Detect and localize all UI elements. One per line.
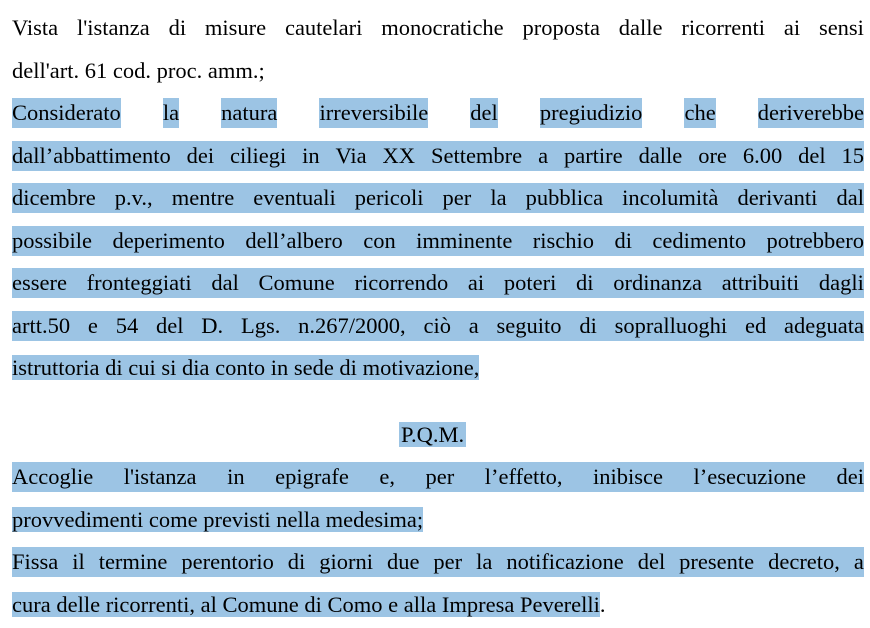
considerato-line-3-word: la bbox=[490, 185, 507, 210]
considerato-line-3-word: derivanti bbox=[737, 185, 818, 210]
considerato-line-6-word: ed bbox=[744, 313, 767, 338]
considerato-line-2-word: del bbox=[798, 143, 826, 168]
considerato-line-2[interactable] bbox=[12, 141, 864, 171]
intro-line-1-word: proposta bbox=[522, 15, 600, 40]
considerato-line-1-word: che bbox=[684, 98, 715, 128]
considerato-line-6-word: a bbox=[468, 313, 479, 338]
intro-line-1-word: monocratiche bbox=[381, 15, 504, 40]
considerato-line-3-word: p.v., bbox=[114, 185, 153, 210]
considerato-line-5-word: dagli bbox=[818, 270, 864, 295]
considerato-line-4[interactable] bbox=[12, 226, 864, 256]
considerato-line-2-word: 15 bbox=[841, 143, 864, 168]
considerato-line-3-word: mentre bbox=[171, 185, 235, 210]
fissa-line-1-word: decreto, bbox=[768, 549, 840, 574]
considerato-line-6-word: di bbox=[579, 313, 597, 338]
fissa-line-1-word: perentorio bbox=[181, 549, 274, 574]
fissa-line-1-word: del bbox=[637, 549, 666, 574]
fissa-line-1-word: due bbox=[386, 549, 420, 574]
considerato-line-5-word: essere bbox=[12, 270, 67, 295]
considerato-line-5-word: dal bbox=[211, 270, 239, 295]
accoglie-line-1-word: e, bbox=[379, 464, 395, 489]
intro-line-1-word: di bbox=[168, 15, 187, 40]
fissa-line-1-word: per bbox=[433, 549, 463, 574]
considerato-line-2-word: dalle bbox=[638, 143, 683, 168]
considerato-line-3-word: dal bbox=[836, 185, 864, 210]
considerato-line-4-word: dell’albero bbox=[245, 228, 343, 253]
considerato-line-5-word: attribuiti bbox=[721, 270, 800, 295]
accoglie-line-2[interactable] bbox=[12, 505, 423, 535]
considerato-line-5-word: di bbox=[576, 270, 594, 295]
considerato-line-5-word: fronteggiati bbox=[86, 270, 192, 295]
fissa-line-1-word: notificazione bbox=[506, 549, 624, 574]
intro-line-1-word: ai bbox=[783, 15, 801, 40]
considerato-line-3-word: pubblica bbox=[525, 185, 604, 210]
considerato-line-3[interactable] bbox=[12, 183, 864, 213]
considerato-line-4-word: rischio bbox=[532, 228, 595, 253]
considerato-line-6-word: artt.50 bbox=[12, 313, 71, 338]
considerato-text-7: istruttoria di cui si dia conto in sede di motivazione, bbox=[12, 355, 480, 380]
intro-line-1-word: dalle bbox=[618, 15, 663, 40]
considerato-line-1-word: del bbox=[470, 98, 498, 128]
considerato-line-4-word: deperimento bbox=[112, 228, 225, 253]
considerato-line-1-word: pregiudizio bbox=[540, 98, 642, 128]
considerato-line-2-word: partire bbox=[563, 143, 623, 168]
intro-line-1 bbox=[12, 13, 864, 43]
accoglie-line-1-word: l’effetto, bbox=[484, 464, 563, 489]
considerato-line-4-word: possibile bbox=[12, 228, 93, 253]
considerato-line-6[interactable] bbox=[12, 311, 864, 341]
considerato-line-1-word: deriverebbe bbox=[758, 98, 864, 128]
considerato-line-6-word: sopralluoghi bbox=[614, 313, 728, 338]
accoglie-line-1-word: inibisce bbox=[592, 464, 663, 489]
considerato-line-3-word: per bbox=[442, 185, 472, 210]
fissa-text-2: cura delle ricorrenti, al Comune di Como e alla Impresa Peverelli bbox=[12, 592, 600, 617]
accoglie-line-1-word: l’esecuzione bbox=[693, 464, 806, 489]
fissa-line-1-word: il bbox=[72, 549, 85, 574]
fissa-line-1[interactable] bbox=[12, 547, 864, 577]
considerato-line-6-word: n.267/2000, bbox=[298, 313, 406, 338]
considerato-line-2-word: ciliegi bbox=[229, 143, 287, 168]
considerato-line-1-word: natura bbox=[221, 98, 277, 128]
considerato-line-6-word: 54 bbox=[115, 313, 139, 338]
accoglie-line-1-word: Accoglie bbox=[12, 464, 94, 489]
considerato-line-6-word: e bbox=[87, 313, 98, 338]
intro-text-2: dell'art. 61 cod. proc. amm.; bbox=[12, 58, 265, 83]
considerato-line-2-word: Via bbox=[335, 143, 367, 168]
fissa-line-1-word: Fissa bbox=[12, 549, 59, 574]
considerato-line-4-word: potrebbero bbox=[766, 228, 864, 253]
fissa-line-2[interactable] bbox=[12, 590, 606, 620]
considerato-line-6-word: Lgs. bbox=[240, 313, 281, 338]
considerato-line-4-word: di bbox=[614, 228, 632, 253]
considerato-line-1-word: Considerato bbox=[12, 98, 121, 128]
considerato-line-5-word: ordinanza bbox=[613, 270, 702, 295]
fissa-line-1-word: presente bbox=[679, 549, 755, 574]
fissa-line-1-word: termine bbox=[98, 549, 168, 574]
accoglie-line-1-word: dei bbox=[836, 464, 864, 489]
accoglie-line-1-word: epigrafe bbox=[275, 464, 349, 489]
fissa-line-1-word: la bbox=[476, 549, 493, 574]
intro-line-1-word: l'istanza bbox=[76, 15, 150, 40]
pqm-text: P.Q.M. bbox=[401, 422, 465, 447]
considerato-line-2-word: dall’abbattimento bbox=[12, 143, 171, 168]
considerato-line-1-word: irreversibile bbox=[319, 98, 428, 128]
fissa-line-1-word: di bbox=[287, 549, 306, 574]
considerato-line-2-word: 6.00 bbox=[742, 143, 783, 168]
considerato-line-1[interactable] bbox=[12, 98, 864, 128]
pqm-heading[interactable] bbox=[399, 420, 466, 450]
accoglie-line-1[interactable] bbox=[12, 462, 864, 492]
considerato-line-5[interactable] bbox=[12, 268, 864, 298]
considerato-line-6-word: seguito bbox=[496, 313, 562, 338]
considerato-line-6-word: ciò bbox=[423, 313, 451, 338]
considerato-line-6-word: D. bbox=[201, 313, 224, 338]
considerato-line-4-word: con bbox=[363, 228, 396, 253]
considerato-line-5-word: poteri bbox=[503, 270, 557, 295]
considerato-line-4-word: cedimento bbox=[652, 228, 747, 253]
fissa-line-1-word: a bbox=[853, 549, 864, 574]
intro-line-1-word: cautelari bbox=[284, 15, 363, 40]
considerato-line-2-word: XX bbox=[382, 143, 416, 168]
intro-line-1-word: ricorrenti bbox=[681, 15, 766, 40]
accoglie-line-1-word: in bbox=[227, 464, 245, 489]
considerato-line-2-word: a bbox=[538, 143, 549, 168]
considerato-line-6-word: del bbox=[156, 313, 184, 338]
considerato-line-6-word: adeguata bbox=[784, 313, 864, 338]
considerato-line-3-word: eventuali bbox=[253, 185, 336, 210]
considerato-line-1-word: la bbox=[163, 98, 179, 128]
considerato-line-2-word: in bbox=[302, 143, 320, 168]
intro-line-2 bbox=[12, 56, 265, 86]
accoglie-line-1-word: per bbox=[425, 464, 455, 489]
considerato-line-2-word: Settembre bbox=[430, 143, 523, 168]
considerato-line-2-word: dei bbox=[186, 143, 215, 168]
accoglie-text-2: provvedimenti come previsti nella medesima; bbox=[12, 507, 424, 532]
considerato-line-7[interactable] bbox=[12, 353, 479, 383]
considerato-line-2-word: ore bbox=[698, 143, 727, 168]
considerato-line-3-word: incolumità bbox=[622, 185, 719, 210]
fissa-final-period: . bbox=[599, 592, 606, 617]
intro-line-1-word: sensi bbox=[818, 15, 864, 40]
accoglie-line-1-word: l'istanza bbox=[123, 464, 197, 489]
considerato-line-3-word: dicembre bbox=[12, 185, 96, 210]
intro-line-1-word: Vista bbox=[12, 15, 59, 40]
intro-line-1-word: misure bbox=[204, 15, 267, 40]
considerato-line-5-word: ai bbox=[467, 270, 485, 295]
considerato-line-5-word: ricorrendo bbox=[354, 270, 449, 295]
considerato-line-5-word: Comune bbox=[258, 270, 335, 295]
considerato-line-4-word: imminente bbox=[416, 228, 513, 253]
considerato-line-3-word: pericoli bbox=[354, 185, 424, 210]
fissa-line-1-word: giorni bbox=[319, 549, 374, 574]
